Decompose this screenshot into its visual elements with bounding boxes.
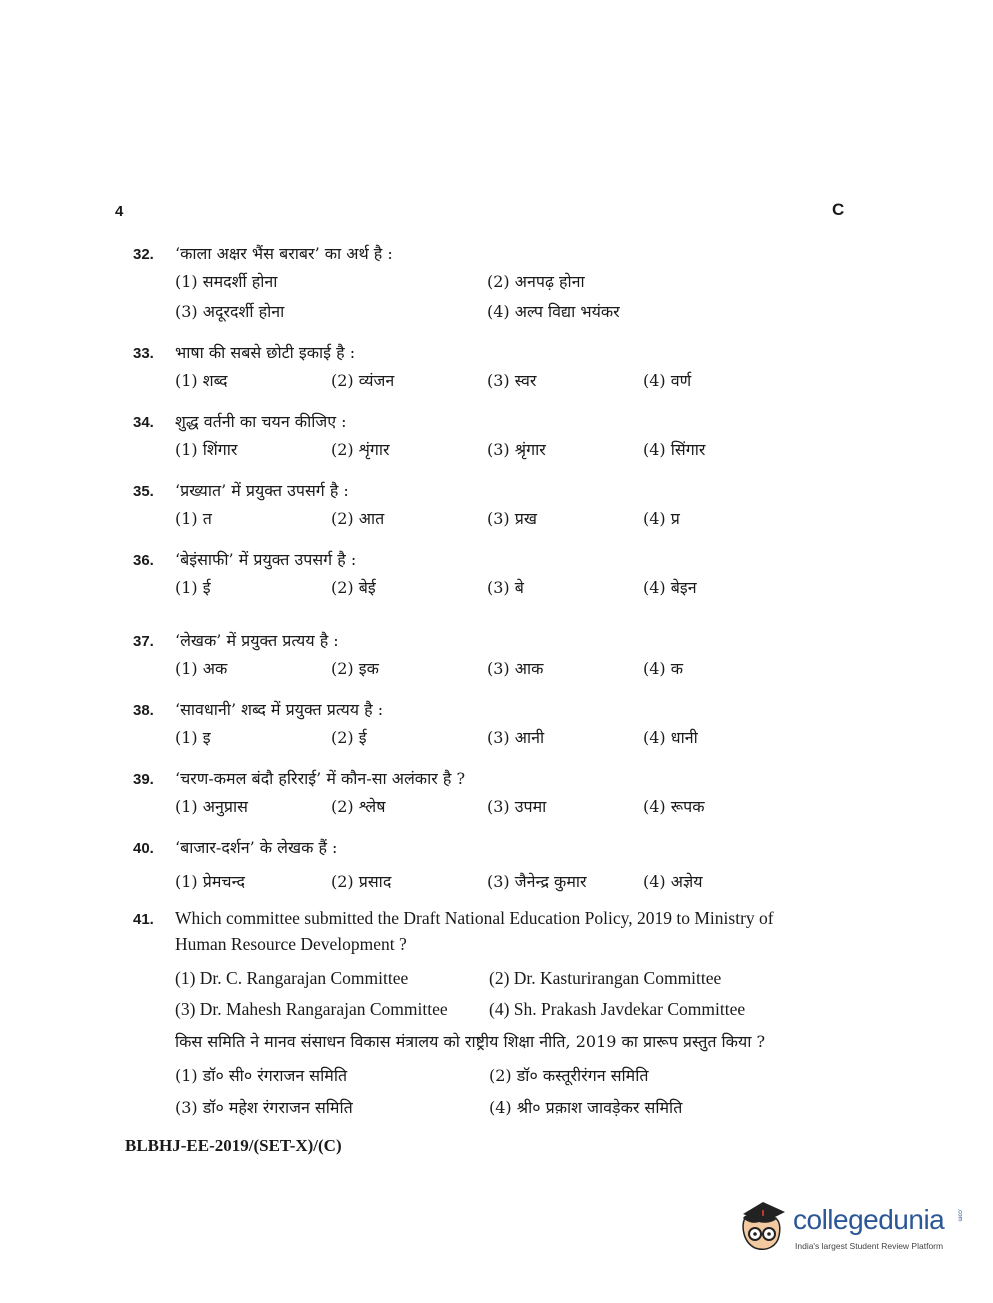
question-text: भाषा की सबसे छोटी इकाई है : [175,343,356,362]
option-2: (2) आत [331,509,385,528]
option-2: (2) व्यंजन [331,371,395,390]
option-hi-1: (1) डॉ० सी० रंगराजन समिति [175,1066,348,1085]
option-1: (1) शिंगार [175,440,238,459]
option-2: (2) प्रसाद [331,872,392,891]
question-text: ‘सावधानी’ शब्द में प्रयुक्त प्रत्यय है : [175,700,384,719]
option-1: (1) प्रेमचन्द [175,872,246,891]
question-text-hi: किस समिति ने मानव संसाधन विकास मंत्रालय को राष्ट्रीय शिक्षा नीति, 2019 का प्रारूप प्रस्तुत किया ? [175,1032,766,1051]
question-text: शुद्ध वर्तनी का चयन कीजिए : [175,412,347,431]
question-35 [133,479,853,531]
mascot-icon [735,1196,791,1254]
option-4: (4) बेइन [643,578,697,597]
option-hi-3: (3) डॉ० महेश रंगराजन समिति [175,1098,353,1117]
question-number: 32. [133,246,154,263]
option-4: (4) प्र [643,509,680,528]
option-2: (2) श्लेष [331,797,386,816]
option-3: (3) जैनेन्द्र कुमार [487,872,587,891]
option-3: (3) आक [487,659,544,678]
collegedunia-logo[interactable] [735,1196,965,1256]
question-39 [133,767,853,819]
question-text: ‘चरण-कमल बंदौ हरिराई’ में कौन-सा अलंकार है ? [175,769,466,788]
question-40 [133,836,853,894]
option-4: (4) अल्प विद्या भयंकर [487,302,620,321]
option-1: (1) इ [175,728,211,747]
option-4: (4) रूपक [643,797,705,816]
question-text: ‘बाजार-दर्शन’ के लेखक हैं : [175,838,338,857]
option-en-1: (1) Dr. C. Rangarajan Committee [175,968,409,988]
option-hi-4: (4) श्री० प्रक़ाश जावड़ेकर समिति [489,1098,683,1117]
question-37 [133,629,853,681]
question-text: ‘लेखक’ में प्रयुक्त प्रत्यय है : [175,631,339,650]
footer-paper-code: BLBHJ-EE-2019/(SET-X)/(C) [125,1136,342,1155]
option-3: (3) प्रख [487,509,537,528]
question-34 [133,410,853,462]
option-3: (3) उपमा [487,797,547,816]
option-2: (2) ई [331,728,367,747]
option-4: (4) क [643,659,684,678]
question-number: 38. [133,702,154,719]
option-en-2: (2) Dr. Kasturirangan Committee [489,968,722,988]
option-3: (3) स्वर [487,371,537,390]
option-4: (4) अज्ञेय [643,872,703,891]
option-1: (1) ई [175,578,211,597]
question-number: 36. [133,552,154,569]
logo-suffix: .com [956,1208,963,1222]
option-hi-2: (2) डॉ० कस्तूरीरंगन समिति [489,1066,649,1085]
option-1: (1) शब्द [175,371,228,390]
question-number: 35. [133,483,154,500]
option-en-3: (3) Dr. Mahesh Rangarajan Committee [175,999,448,1019]
option-2: (2) शृंगार [331,440,390,459]
option-4: (4) वर्ण [643,371,692,390]
option-4: (4) धानी [643,728,698,747]
question-text: ‘प्रख्यात’ में प्रयुक्त उपसर्ग है : [175,481,349,500]
question-number: 39. [133,771,154,788]
question-38 [133,698,853,750]
question-36 [133,548,853,600]
question-32 [133,242,853,324]
question-number: 33. [133,345,154,362]
logo-wordmark: collegedunia [793,1204,945,1235]
option-3: (3) आनी [487,728,545,747]
option-3: (3) बे [487,578,524,597]
question-text-en-line1: Which committee submitted the Draft National Education Policy, 2019 to Ministry of [175,908,774,928]
option-1: (1) अक [175,659,228,678]
option-3: (3) अदूरदर्शी होना [175,302,285,321]
option-en-4: (4) Sh. Prakash Javdekar Committee [489,999,746,1019]
question-text: ‘बेइंसाफी’ में प्रयुक्त उपसर्ग है : [175,550,357,569]
option-1: (1) अनुप्रास [175,797,248,816]
option-3: (3) श्रृंगार [487,440,546,459]
option-1: (1) त [175,509,212,528]
question-number: 34. [133,414,154,431]
question-number: 37. [133,633,154,650]
question-41 [133,908,863,1126]
question-text: ‘काला अक्षर भैंस बराबर’ का अर्थ है : [175,244,393,263]
question-33 [133,341,853,393]
question-number: 41. [133,911,154,928]
page-number: 4 [115,203,124,220]
option-1: (1) समदर्शी होना [175,272,278,291]
question-number: 40. [133,840,154,857]
option-4: (4) सिंगार [643,440,706,459]
question-text-en-line2: Human Resource Development ? [175,934,407,954]
option-2: (2) इक [331,659,379,678]
option-2: (2) बेई [331,578,376,597]
set-letter: C [832,200,845,219]
logo-tagline: India's largest Student Review Platform [795,1241,944,1251]
option-2: (2) अनपढ़ होना [487,272,585,291]
